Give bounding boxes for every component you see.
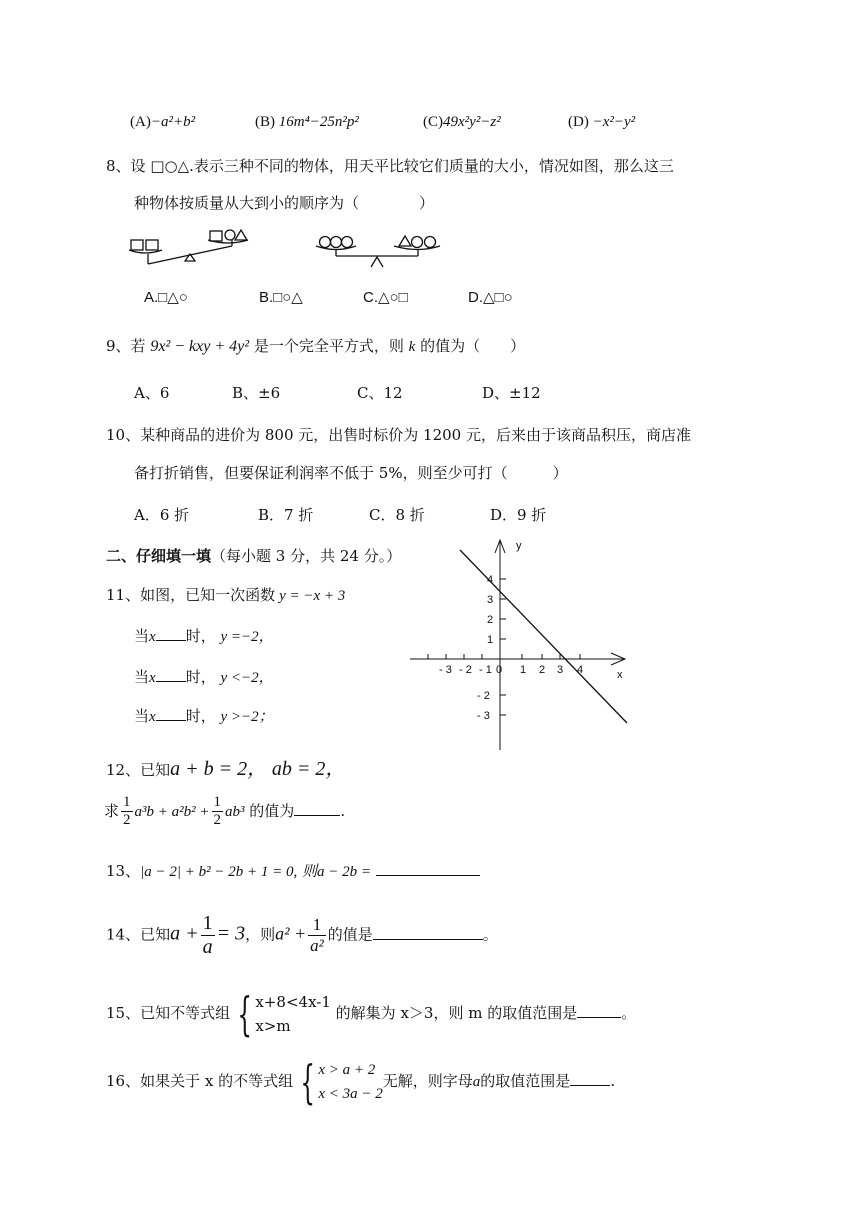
q13-then: 则a − 2b =: [301, 864, 371, 880]
question-number: 10、: [106, 426, 141, 444]
question-11: [106, 584, 345, 605]
q10-option-d: D．9 折: [490, 506, 547, 524]
q10-option-a: A．6 折: [134, 506, 190, 524]
q12-cond1: a + b = 2，: [170, 758, 268, 780]
q11-pre: 当: [134, 627, 150, 645]
circle-icon: [331, 237, 342, 248]
q11-post: 时，: [185, 627, 216, 645]
triangle-icon: [399, 236, 411, 246]
q10-option-b: B．7 折: [258, 506, 314, 524]
x-tick-label: 3: [557, 664, 564, 676]
q14-pre: 已知: [140, 925, 171, 944]
q11-var: x: [149, 670, 156, 686]
y-tick-label: 2: [487, 614, 494, 626]
question-8-line2: 种物体按质量从大到小的顺序为（ ）: [134, 194, 435, 212]
numerator: 1: [121, 794, 133, 812]
q15-end: 。: [621, 1004, 637, 1022]
denominator: a²: [310, 936, 324, 955]
x-tick-label: - 1: [479, 664, 492, 676]
q14-end: 。: [482, 925, 498, 944]
question-10-line2: 备打折销售，但要保证利润率不低于 5%，则至少可打（ ）: [134, 464, 568, 482]
answer-blank[interactable]: [376, 875, 480, 876]
x-tick-label: 2: [539, 664, 546, 676]
q11-line-1: [134, 625, 274, 646]
question-number: 13、: [106, 862, 141, 880]
circle-icon: [320, 237, 331, 248]
inequality-system: [318, 1058, 382, 1106]
q9-option-a: A、6: [134, 384, 170, 402]
q9-expression: 9x² − kxy + 4y²: [150, 338, 250, 355]
q12-ask: 求: [104, 801, 120, 820]
question-number: 12、: [106, 761, 141, 779]
answer-blank[interactable]: [294, 815, 340, 816]
q9-option-d: D、±12: [482, 384, 541, 402]
y-axis-label: y: [516, 540, 522, 552]
q12-pre: 已知: [140, 761, 171, 779]
section-title: 二、仔细填一填: [106, 547, 212, 565]
q16-post: 的取值范围是: [480, 1072, 571, 1090]
question-number: 9、: [106, 337, 131, 355]
q11-var: x: [149, 629, 156, 645]
q9-variable: k: [408, 339, 416, 355]
q12-post: 的值为: [249, 801, 295, 820]
q11-cond: y =−2，: [220, 629, 274, 645]
y-tick-label: 3: [487, 594, 494, 606]
y-tick-label: - 2: [477, 690, 490, 702]
question-15: [106, 987, 637, 1041]
q12-term: ab³: [225, 803, 245, 820]
numerator: 1: [308, 915, 326, 936]
answer-blank[interactable]: [156, 720, 186, 721]
q11-pre: 当: [134, 707, 150, 725]
q11-line-3: [134, 705, 274, 726]
q14-term: a² +: [275, 923, 307, 944]
circle-icon: [425, 237, 436, 248]
denominator: 2: [123, 812, 131, 829]
q11-function: y = −x + 3: [279, 588, 346, 604]
q15-mid: 的解集为 x＞3，则 m 的取值范围是: [335, 1004, 578, 1022]
numerator: 1: [212, 794, 224, 812]
x-tick-label: - 3: [439, 664, 452, 676]
fraction-one-over-a2: [308, 915, 326, 955]
inequality: x>m: [255, 1017, 291, 1035]
question-12-line2: [104, 794, 345, 830]
circle-icon: [342, 237, 353, 248]
answer-blank[interactable]: [577, 1017, 621, 1018]
q8-option-b: B.□○△: [259, 289, 303, 306]
q7-option-a: (A)−a²+b²: [130, 114, 196, 130]
fulcrum-icon: [185, 254, 195, 261]
question-13: [106, 860, 480, 881]
q7-option-d: (D) −x²−y²: [568, 114, 636, 130]
x-tick-label: 1: [520, 664, 527, 676]
y-tick-label: - 3: [477, 710, 490, 722]
question-12-line1: [106, 752, 345, 781]
q16-end: .: [610, 1072, 616, 1090]
q12-end: .: [340, 801, 346, 820]
y-tick-label: 4: [487, 574, 494, 586]
question-number: 14、: [106, 925, 141, 944]
square-icon: [210, 231, 222, 241]
q14-mid: ，则: [245, 925, 276, 944]
inequality-system: [255, 990, 331, 1038]
section-2-heading: [106, 545, 401, 566]
question-number: 16、: [106, 1072, 141, 1090]
x-axis-label: x: [617, 669, 623, 681]
q10-option-c: C．8 折: [369, 506, 425, 524]
question-14: [106, 912, 498, 959]
y-tick-label: 1: [487, 634, 494, 646]
fraction-half: [121, 794, 133, 830]
square-icon: [131, 240, 143, 250]
q16-var: a: [472, 1074, 481, 1090]
q8-pre: 设: [130, 157, 146, 175]
q9-pre: 若: [130, 337, 146, 355]
q14-term: a +: [170, 922, 199, 945]
q7-option-c: (C)49x²y²−z²: [423, 114, 501, 130]
balance-scale-left: [129, 230, 248, 264]
answer-blank[interactable]: [156, 681, 186, 682]
x-tick-label: 4: [577, 664, 584, 676]
square-icon: [146, 240, 158, 250]
triangle-icon: [235, 230, 247, 240]
q11-text: 如图，已知一次函数: [140, 586, 276, 604]
q9-option-c: C、12: [357, 384, 403, 402]
q11-cond: y >−2；: [220, 709, 274, 725]
q9-post: 的值为（ ）: [420, 337, 526, 355]
q8-text: .表示三种不同的物体，用天平比较它们质量的大小，情况如图，那么这三: [189, 157, 674, 175]
circle-icon: [412, 237, 423, 248]
q8-shapes: □○△: [150, 157, 190, 175]
inequality: x < 3a − 2: [318, 1086, 383, 1102]
q16-pre: 如果关于 x 的不等式组: [140, 1072, 294, 1090]
x-tick-label: 0: [496, 664, 503, 676]
question-9: [106, 335, 525, 356]
q11-cond: y <−2，: [220, 670, 274, 686]
q11-pre: 当: [134, 668, 150, 686]
function-graph: [405, 535, 640, 755]
q11-post: 时，: [185, 668, 216, 686]
q7-option-b: (B) 16m⁴−25n²p²: [255, 114, 359, 130]
denominator: 2: [213, 812, 222, 829]
question-10-line1: [106, 424, 691, 445]
question-number: 11、: [106, 586, 141, 604]
q14-eq: = 3: [216, 922, 246, 945]
inequality: x+8<4x-1: [255, 993, 331, 1011]
left-brace: {: [300, 1055, 316, 1109]
question-8-line1: [106, 155, 674, 176]
circle-icon: [225, 230, 235, 240]
section-note: （每小题 3 分，共 24 分。）: [211, 547, 402, 565]
answer-blank[interactable]: [156, 640, 186, 641]
q11-post: 时，: [185, 707, 216, 725]
fraction-half: [212, 794, 224, 830]
q12-cond2: ab = 2，: [271, 758, 346, 780]
question-number: 8、: [106, 157, 131, 175]
q10-text: 某种商品的进价为 800 元，出售时标价为 1200 元，后来由于该商品积压，商店准: [140, 426, 691, 444]
numerator: 1: [202, 912, 213, 934]
inequality: x > a + 2: [318, 1062, 376, 1078]
left-brace: {: [237, 987, 253, 1041]
fraction-one-over-a: [201, 912, 215, 959]
q11-line-2: [134, 666, 274, 687]
answer-blank[interactable]: [373, 939, 483, 940]
fulcrum-icon: [371, 257, 383, 267]
q8-option-d: D.△□○: [468, 289, 513, 306]
q12-term: a³b + a²b² +: [134, 803, 210, 820]
q9-mid: 是一个完全平方式，则: [253, 337, 404, 355]
question-number: 15、: [106, 1004, 141, 1022]
denominator: a: [202, 936, 213, 958]
balance-scales-figure: [128, 226, 448, 272]
q15-pre: 已知不等式组: [140, 1004, 231, 1022]
q16-mid: 无解，则字母: [382, 1072, 473, 1090]
x-tick-label: - 2: [459, 664, 472, 676]
q14-post: 的值是: [327, 925, 373, 944]
q9-option-b: B、±6: [232, 384, 281, 402]
balance-scale-right: [316, 236, 440, 267]
q13-expression: |a − 2| + b² − 2b + 1 = 0,: [140, 864, 298, 880]
answer-blank[interactable]: [570, 1085, 610, 1086]
q8-option-c: C.△○□: [363, 289, 408, 306]
q8-option-a: A.□△○: [144, 289, 188, 306]
q11-var: x: [149, 709, 156, 725]
question-16: [106, 1055, 616, 1109]
